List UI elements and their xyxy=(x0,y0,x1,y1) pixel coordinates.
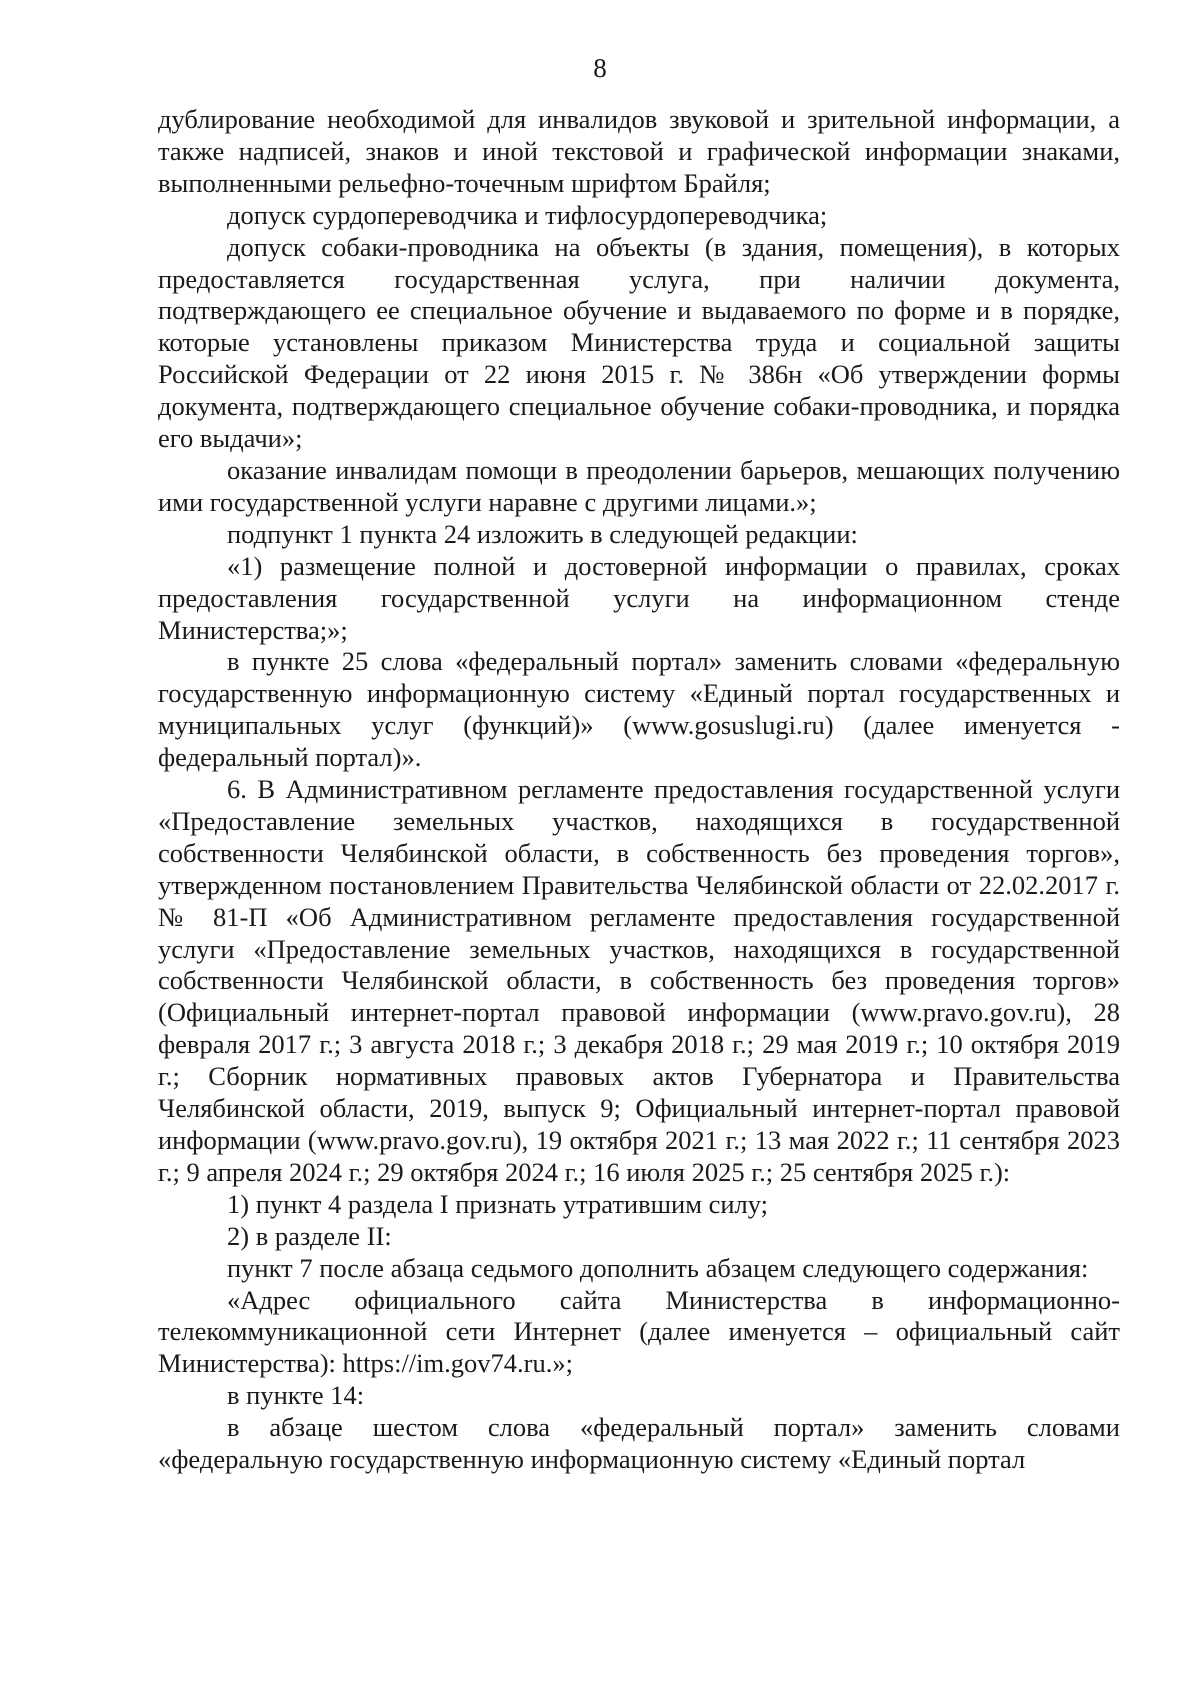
paragraph: оказание инвалидам помощи в преодолении барьеров, мешающих получению ими государственной услуги наравне с другими лицами.»; xyxy=(158,454,1120,517)
paragraph: в абзаце шестом слова «федеральный портал» заменить словами «федеральную государственную информационную систему «Единый портал xyxy=(158,1412,1120,1475)
paragraph: дублирование необходимой для инвалидов звуковой и зрительной информации, а также надписей, знаков и иной текстовой и графической информации знаками, выполненными рельефно-точечным шрифтом Брайля; xyxy=(158,104,1120,198)
paragraph: «1) размещение полной и достоверной информации о правилах, сроках предоставления государственной услуги на информационном стенде Министерства;»; xyxy=(158,550,1120,645)
paragraph: 1) пункт 4 раздела I признать утратившим силу; xyxy=(227,1188,769,1219)
paragraph: подпункт 1 пункта 24 изложить в следующей редакции: xyxy=(227,518,858,549)
paragraph: допуск собаки-проводника на объекты (в здания, помещения), в которых предоставляется государственная услуга, при наличии документа, подтверждающего ее специальное обучение и выдаваемого по форме и в порядке, которые установлены приказом Министерства труда и социальной защиты Российской Федерации от 22 июня 2015 г. № 386н «Об утверждении формы документа, подтверждающего специальное обучение собаки-проводника, и порядка его выдачи»; xyxy=(158,231,1120,454)
paragraph: в пункте 14: xyxy=(227,1380,365,1411)
page-number: 8 xyxy=(593,53,607,83)
paragraph: 2) в разделе II: xyxy=(227,1220,392,1251)
document-body xyxy=(158,104,1120,1476)
paragraph: пункт 7 после абзаца седьмого дополнить абзацем следующего содержания: xyxy=(227,1252,1089,1283)
paragraph: 6. В Административном регламенте предоставления государственной услуги «Предоставление земельных участков, находящихся в государственной собственности Челябинской области, в собственность без проведения торгов», утвержденном постановлением Правительства Челябинской области от 22.02.2017 г. № 81-П «Об Административном регламенте предоставления государственной услуги «Предоставление земельных участков, находящихся в государственной собственности Челябинской области, в собственность без проведения торгов» (Официальный интернет-портал правовой информации (www.pravo.gov.ru), 28 февраля 2017 г.; 3 августа 2018 г.; 3 декабря 2018 г.; 29 мая 2019 г.; 10 октября 2019 г.; Сборник нормативных правовых актов Губернатора и Правительства Челябинской области, 2019, выпуск 9; Официальный интернет-портал правовой информации (www.pravo.gov.ru), 19 октября 2021 г.; 13 мая 2022 г.; 11 сентября 2023 г.; 9 апреля 2024 г.; 29 октября 2024 г.; 16 июля 2025 г.; 25 сентября 2025 г.): xyxy=(158,774,1120,1187)
paragraph: допуск сурдопереводчика и тифлосурдопереводчика; xyxy=(227,199,828,230)
paragraph: «Адрес официального сайта Министерства в информационно-телекоммуникационной сети Интернет (далее именуется – официальный сайт Министерства): https://im.gov74.ru.»; xyxy=(158,1284,1120,1379)
paragraph: в пункте 25 слова «федеральный портал» заменить словами «федеральную государственную информационную систему «Единый портал государственных и муниципальных услуг (функций)» (www.gosuslugi.ru) (далее именуется - федеральный портал)». xyxy=(158,646,1120,773)
